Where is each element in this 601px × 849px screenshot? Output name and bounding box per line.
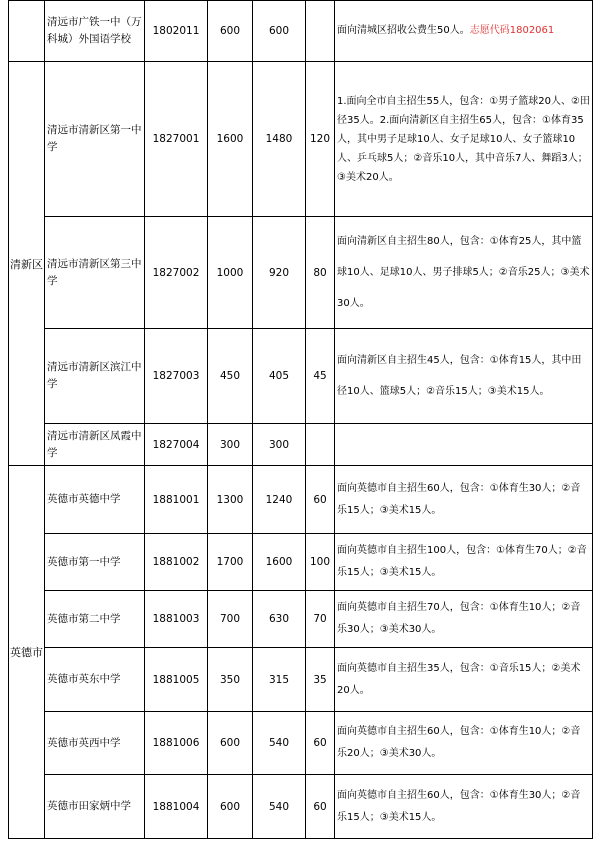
table-row (9, 1, 593, 62)
quota-cell: 300 (253, 424, 306, 466)
volunteer-code-note: 志愿代码1802061 (469, 25, 555, 36)
plan-cell: 1600 (208, 62, 253, 217)
note-cell: 面向英德市自主招生100人，包含：①体育生70人；②音乐15人；③美术15人。 (335, 534, 593, 591)
school-name-cell: 英德市英东中学 (45, 648, 145, 712)
plan-cell: 600 (208, 775, 253, 839)
quota-cell: 1240 (253, 466, 306, 534)
school-name-cell: 英德市第一中学 (45, 534, 145, 591)
code-cell: 1881004 (145, 775, 208, 839)
plan-cell: 1300 (208, 466, 253, 534)
school-name-cell: 英德市英西中学 (45, 712, 145, 775)
plan-cell: 350 (208, 648, 253, 712)
school-name-cell: 清远市清新区第三中学 (45, 217, 145, 329)
code-cell: 1827003 (145, 329, 208, 424)
quota-cell: 1480 (253, 62, 306, 217)
note-text: 面向清城区招收公费生50人。 (337, 25, 470, 36)
self-enroll-cell: 60 (306, 466, 335, 534)
code-cell: 1881006 (145, 712, 208, 775)
plan-cell: 700 (208, 591, 253, 648)
school-name-cell: 清远市清新区第一中学 (45, 62, 145, 217)
self-enroll-cell (306, 1, 335, 62)
district-cell-qingxin: 清新区 (9, 62, 45, 466)
code-cell: 1827001 (145, 62, 208, 217)
school-name-cell: 英德市田家炳中学 (45, 775, 145, 839)
table-row (9, 329, 593, 424)
district-cell-yingde: 英德市 (9, 466, 45, 839)
table-row (9, 466, 593, 534)
note-cell: 面向英德市自主招生60人，包含：①体育生10人；②音乐20人；③美术30人。 (335, 712, 593, 775)
note-cell: 面向英德市自主招生60人，包含：①体育生30人；②音乐15人；③美术15人。 (335, 775, 593, 839)
self-enroll-cell: 60 (306, 775, 335, 839)
plan-cell: 600 (208, 712, 253, 775)
table-row (9, 424, 593, 466)
self-enroll-cell: 80 (306, 217, 335, 329)
self-enroll-cell: 60 (306, 712, 335, 775)
plan-cell: 300 (208, 424, 253, 466)
self-enroll-cell: 35 (306, 648, 335, 712)
table-row (9, 775, 593, 839)
school-name-cell: 清远市广铁一中（万科城）外国语学校 (45, 1, 145, 62)
self-enroll-cell: 100 (306, 534, 335, 591)
table-row (9, 712, 593, 775)
table-row (9, 62, 593, 217)
self-enroll-cell: 120 (306, 62, 335, 217)
note-cell: 面向清新区自主招生80人，包含：①体育25人，其中篮球10人、足球10人、男子排球5人；②音乐25人；③美术30人。 (335, 217, 593, 329)
table-row (9, 591, 593, 648)
table-row (9, 534, 593, 591)
note-cell: 面向英德市自主招生70人，包含：①体育生10人；②音乐30人；③美术30人。 (335, 591, 593, 648)
table-row (9, 217, 593, 329)
note-cell: 面向清新区自主招生45人，包含：①体育15人，其中田径10人、篮球5人；②音乐15人；③美术15人。 (335, 329, 593, 424)
quota-cell: 600 (253, 1, 306, 62)
school-name-cell: 英德市英德中学 (45, 466, 145, 534)
note-cell: 1.面向全市自主招生55人，包含：①男子篮球20人、②田径35人。2.面向清新区自主招生65人，包含：①体育35人，其中男子足球10人、女子足球10人、女子篮球10人、乒乓球5人；②音乐10人，其中音乐7人、舞蹈3人；③美术20人。 (335, 62, 593, 217)
school-name-cell: 清远市清新区滨江中学 (45, 329, 145, 424)
note-cell: 面向英德市自主招生35人，包含：①音乐15人；②美术20人。 (335, 648, 593, 712)
code-cell: 1881002 (145, 534, 208, 591)
plan-cell: 1700 (208, 534, 253, 591)
code-cell: 1881005 (145, 648, 208, 712)
code-cell: 1881001 (145, 466, 208, 534)
code-cell: 1827004 (145, 424, 208, 466)
district-cell (9, 1, 45, 62)
plan-cell: 600 (208, 1, 253, 62)
code-cell: 1881003 (145, 591, 208, 648)
quota-cell: 920 (253, 217, 306, 329)
plan-cell: 1000 (208, 217, 253, 329)
note-cell (335, 424, 593, 466)
self-enroll-cell: 45 (306, 329, 335, 424)
code-cell: 1802011 (145, 1, 208, 62)
quota-cell: 315 (253, 648, 306, 712)
note-cell (335, 1, 593, 62)
quota-cell: 1600 (253, 534, 306, 591)
school-name-cell: 清远市清新区凤霞中学 (45, 424, 145, 466)
self-enroll-cell (306, 424, 335, 466)
self-enroll-cell: 70 (306, 591, 335, 648)
quota-cell: 405 (253, 329, 306, 424)
school-name-cell: 英德市第二中学 (45, 591, 145, 648)
table-row (9, 648, 593, 712)
code-cell: 1827002 (145, 217, 208, 329)
quota-cell: 630 (253, 591, 306, 648)
note-cell: 面向英德市自主招生60人，包含：①体育生30人；②音乐15人；③美术15人。 (335, 466, 593, 534)
quota-cell: 540 (253, 712, 306, 775)
quota-cell: 540 (253, 775, 306, 839)
enrollment-table (8, 0, 593, 839)
plan-cell: 450 (208, 329, 253, 424)
